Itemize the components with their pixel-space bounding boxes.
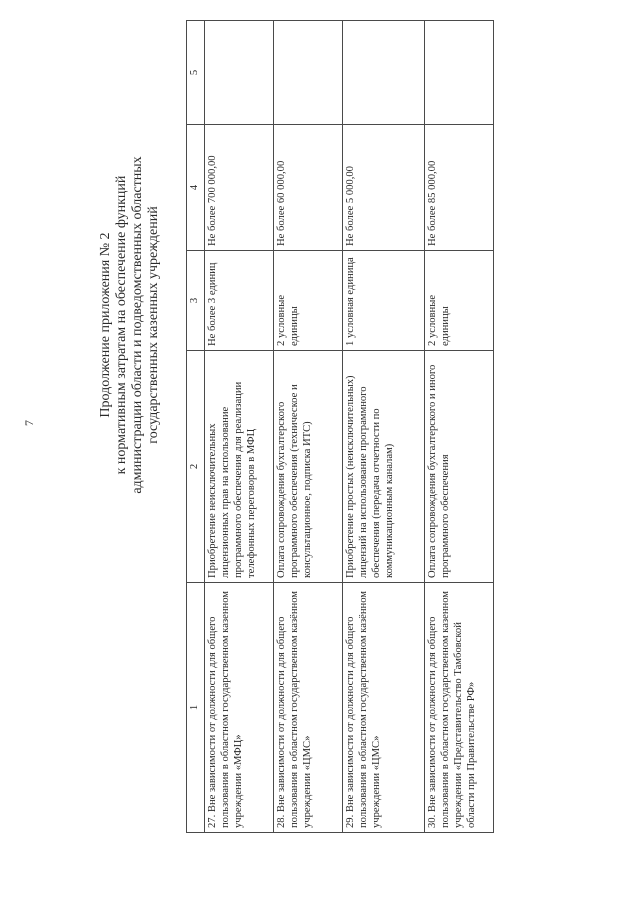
page-number: 7 — [22, 420, 36, 426]
heading-line-3: администрации области и подведомственных областных — [130, 156, 145, 494]
heading-line-4: государственных казенных учреждений — [146, 206, 161, 444]
column-header-5: 5 — [187, 21, 205, 125]
cell-item: Оплата сопровождения бухгалтерского программного обеспечения (техническое и консультационное, подписка ИТС) — [274, 351, 343, 583]
table-header-row — [187, 21, 205, 833]
norms-table — [186, 20, 494, 833]
table-row — [343, 21, 425, 833]
cell-item: Приобретение неисключительных лицензионных прав на использование программного обеспечения для реализации телефонных переговоров в МФЦ — [205, 351, 274, 583]
cell-item: Оплата сопровождения бухгалтерского и иного программного обеспечения — [425, 351, 494, 583]
heading-line-2: к нормативным затратам на обеспечение функций — [114, 175, 129, 475]
cell-empty — [205, 21, 274, 125]
cell-price: Не более 700 000,00 — [205, 125, 274, 251]
cell-quantity: 2 условные единицы — [425, 251, 494, 351]
appendix-heading — [98, 45, 162, 605]
column-header-4: 4 — [187, 125, 205, 251]
cell-empty — [343, 21, 425, 125]
cell-item: Приобретение простых (неисключительных) лицензий на использование программного обеспечения (передача отчетности по коммуникационным каналам) — [343, 351, 425, 583]
cell-position: 28. Вне зависимости от должности для общего пользования в областном государственном казённом учреждении «ЦМС» — [274, 583, 343, 833]
cell-position: 27. Вне зависимости от должности для общего пользования в областном государственном казенном учреждении «МФЦ» — [205, 583, 274, 833]
cell-quantity: Не более 3 единиц — [205, 251, 274, 351]
table-row — [425, 21, 494, 833]
heading-line-1: Продолжение приложения № 2 — [98, 232, 113, 418]
cell-empty — [274, 21, 343, 125]
cell-price: Не более 85 000,00 — [425, 125, 494, 251]
cell-position: 30. Вне зависимости от должности для общего пользования в областном государственном казенном учреждении «Представительство Тамбовской области при Правительстве РФ» — [425, 583, 494, 833]
cell-price: Не более 5 000,00 — [343, 125, 425, 251]
column-header-1: 1 — [187, 583, 205, 833]
cell-empty — [425, 21, 494, 125]
cell-quantity: 1 условная единица — [343, 251, 425, 351]
cell-price: Не более 60 000,00 — [274, 125, 343, 251]
cell-quantity: 2 условные единицы — [274, 251, 343, 351]
table-row — [274, 21, 343, 833]
cell-position: 29. Вне зависимости от должности для общего пользования в областном государственном казённом учреждении «ЦМС» — [343, 583, 425, 833]
column-header-3: 3 — [187, 251, 205, 351]
column-header-2: 2 — [187, 351, 205, 583]
table-row — [205, 21, 274, 833]
